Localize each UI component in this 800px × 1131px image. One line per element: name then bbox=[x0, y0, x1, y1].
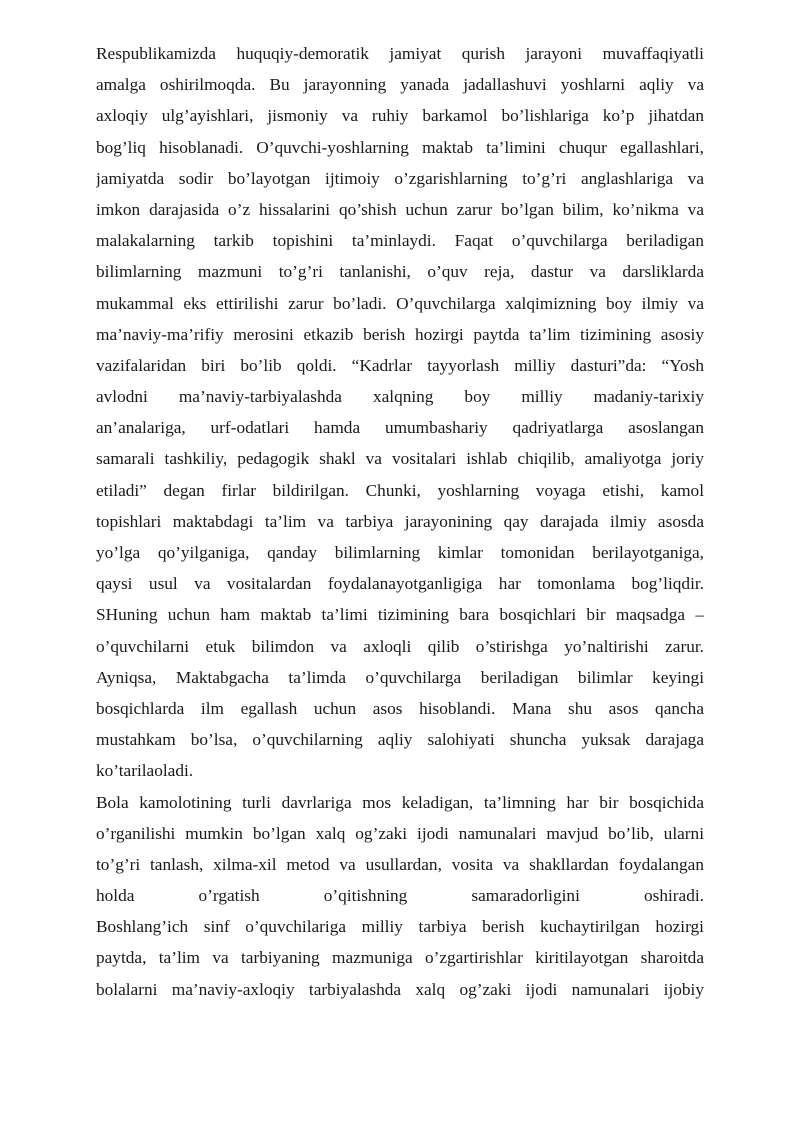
text-line: Respublikamizda huquqiy-demoratik jamiyat qurish jarayoni muvaffaqiyatli bbox=[96, 44, 704, 63]
text-line: bolalarni ma’naviy-axloqiy tarbiyalashda xalq og’zaki ijodi namunalari ijobiy bbox=[96, 979, 704, 999]
text-line: holda o’rgatish o’qitishning samaradorligini oshiradi. bbox=[96, 886, 704, 906]
text-line: bilimlarning mazmuni to’g’ri tanlanishi, o’quv reja, dastur va darsliklarda bbox=[96, 262, 704, 282]
text-line: o’quvchilarni etuk bilimdon va axloqli qilib o’stirishga yo’naltirishi zarur. bbox=[96, 636, 704, 656]
text-line: malakalarning tarkib topishini ta’minlaydi. Faqat o’quvchilarga beriladigan bbox=[96, 231, 704, 251]
text-line: Ayniqsa, Maktabgacha ta’limda o’quvchilarga beriladigan bilimlar keyingi bbox=[96, 667, 704, 687]
text-line: paytda, ta’lim va tarbiyaning mazmuniga o’zgartirishlar kiritilayotgan sharoitda bbox=[96, 948, 704, 968]
text-line: ko’tarilaoladi. bbox=[96, 761, 194, 781]
text-line: yo’lga qo’yilganiga, qanday bilimlarning kimlar tomonidan berilayotganiga, bbox=[96, 543, 704, 562]
body-text bbox=[96, 38, 704, 1005]
text-line: vazifalaridan biri bo’lib qoldi. “Kadrlar tayyorlash milliy dasturi”da: “Yosh bbox=[96, 355, 704, 375]
text-line: Boshlang’ich sinf o’quvchilariga milliy tarbiya berish kuchaytirilgan hozirgi bbox=[96, 917, 704, 937]
text-line: ma’naviy-ma’rifiy merosini etkazib berish hozirgi paytda ta’lim tizimining asosiy bbox=[96, 324, 704, 344]
text-line: qaysi usul va vositalardan foydalanayotganligiga har tomonlama bog’liqdir. bbox=[96, 574, 704, 594]
text-line: samarali tashkiliy, pedagogik shakl va vositalari ishlab chiqilib, amaliyotga joriy bbox=[96, 449, 704, 469]
text-line: axloqiy ulg’ayishlari, jismoniy va ruhiy barkamol bo’lishlariga ko’p jihatdan bbox=[96, 106, 704, 126]
text-line: an’analariga, urf-odatlari hamda umumbashariy qadriyatlarga asoslangan bbox=[96, 418, 704, 438]
text-line: mukammal eks ettirilishi zarur bo’ladi. O’quvchilarga xalqimizning boy ilmiy va bbox=[96, 293, 704, 313]
text-line: mustahkam bo’lsa, o’quvchilarning aqliy salohiyati shuncha yuksak darajaga bbox=[96, 730, 704, 750]
text-line: bog’liq hisoblanadi. O’quvchi-yoshlarning maktab ta’limini chuqur egallashlari, bbox=[96, 137, 704, 157]
text-line: Bola kamolotining turli davrlariga mos keladigan, ta’limning har bir bosqichida bbox=[96, 792, 704, 812]
text-line: avlodni ma’naviy-tarbiyalashda xalqning boy milliy madaniy-tarixiy bbox=[96, 387, 704, 407]
text-line: amalga oshirilmoqda. Bu jarayonning yanada jadallashuvi yoshlarni aqliy va bbox=[96, 75, 704, 95]
text-line: bosqichlarda ilm egallash uchun asos hisoblandi. Mana shu asos qancha bbox=[96, 698, 704, 718]
text-line: o’rganilishi mumkin bo’lgan xalq og’zaki ijodi namunalari mavjud bo’lib, ularni bbox=[96, 823, 704, 843]
text-line: SHuning uchun ham maktab ta’limi tizimining bara bosqichlari bir maqsadga – bbox=[96, 605, 704, 625]
text-line: etiladi” degan firlar bildirilgan. Chunki, yoshlarning voyaga etishi, kamol bbox=[96, 480, 704, 500]
text-line: to’g’ri tanlash, xilma-xil metod va usullardan, vosita va shakllardan foydalangan bbox=[96, 854, 704, 874]
text-line: jamiyatda sodir bo’layotgan ijtimoiy o’zgarishlarning to’g’ri anglashlariga va bbox=[96, 168, 704, 188]
text-line: imkon darajasida o’z hissalarini qo’shish uchun zarur bo’lgan bilim, ko’nikma va bbox=[96, 199, 704, 219]
text-line: topishlari maktabdagi ta’lim va tarbiya jarayonining qay darajada ilmiy asosda bbox=[96, 511, 704, 531]
